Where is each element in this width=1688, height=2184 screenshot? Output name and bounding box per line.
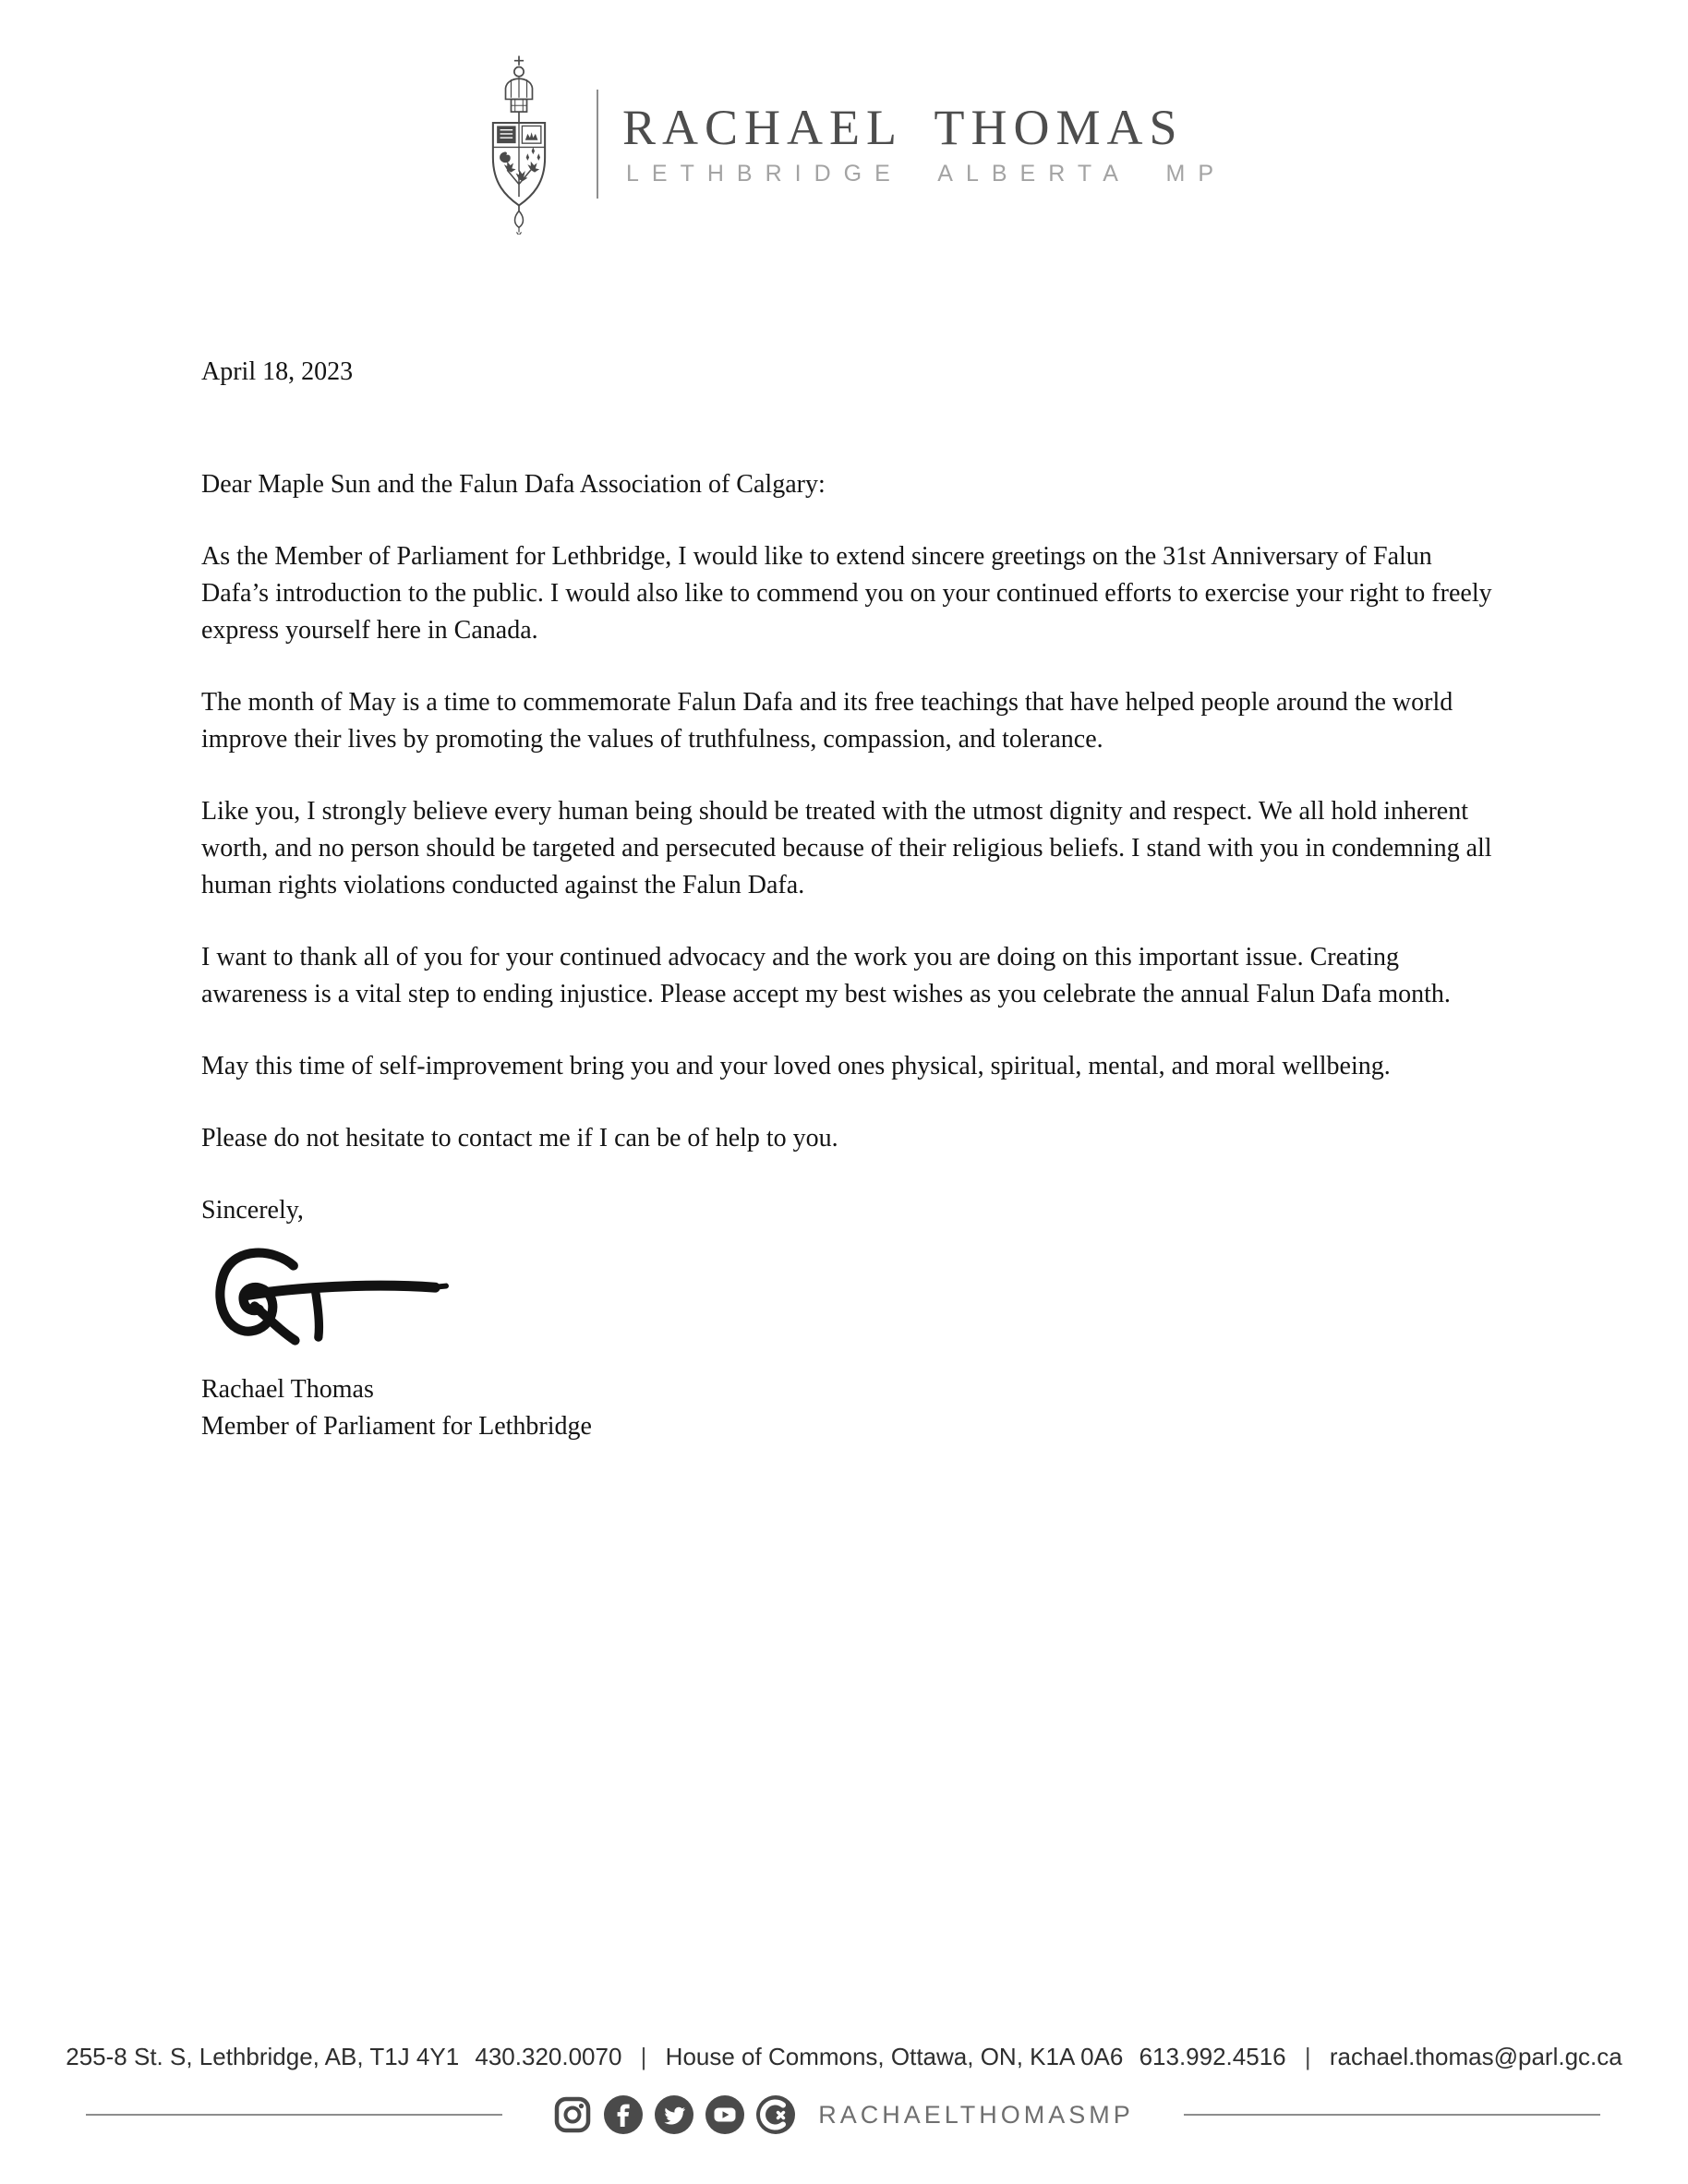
instagram-icon bbox=[552, 2094, 593, 2135]
mp-name-heading: RACHAEL THOMAS bbox=[621, 99, 1184, 155]
social-handle: RACHAELTHOMASMP bbox=[818, 2100, 1134, 2129]
letter-salutation: Dear Maple Sun and the Falun Dafa Association of Calgary: bbox=[201, 470, 826, 499]
twitter-icon bbox=[654, 2094, 694, 2135]
letter-date: April 18, 2023 bbox=[201, 357, 354, 386]
letter-paragraph: Like you, I strongly believe every human being should be treated with the utmost dignity and respect. We all hold inherent worth, and no person should be targeted and persecuted because of their religious beliefs. I stand with you in condemning all human rights violations conducted against the Falun Dafa. bbox=[201, 797, 1492, 899]
letter-paragraph: May this time of self-improvement bring you and your loved ones physical, spiritual, mental, and moral wellbeing. bbox=[201, 1052, 1391, 1080]
letter-paragraph: The month of May is a time to commemorate Falun Dafa and its free teachings that have helped people around the world improve their lives by promoting the values of truthfulness, compassion, and tolerance. bbox=[201, 688, 1453, 754]
footer-rule-left bbox=[86, 2114, 502, 2116]
footer-separator: | bbox=[1304, 2043, 1311, 2070]
commons-phone: 613.992.4516 bbox=[1139, 2043, 1286, 2070]
office-address: 255-8 St. S, Lethbridge, AB, T1J 4Y1 bbox=[66, 2043, 460, 2070]
footer-social-bar bbox=[86, 2094, 1600, 2135]
signer-title: Member of Parliament for Lethbridge bbox=[201, 1412, 592, 1441]
facebook-icon bbox=[603, 2094, 644, 2135]
social-icons bbox=[552, 2094, 796, 2135]
social-c-icon bbox=[755, 2094, 796, 2135]
house-of-commons-crest-icon bbox=[462, 54, 576, 235]
letter-closing: Sincerely, bbox=[201, 1196, 304, 1225]
footer-separator: | bbox=[640, 2043, 647, 2070]
header-divider bbox=[597, 90, 598, 199]
commons-address: House of Commons, Ottawa, ON, K1A 0A6 bbox=[665, 2043, 1124, 2070]
footer-rule-right bbox=[1184, 2114, 1600, 2116]
letter-paragraph: I want to thank all of you for your continued advocacy and the work you are doing on this important issue. Creating awareness is a vital step to ending injustice. Please accept my best wishes as you celebrate the annual Falun Dafa month. bbox=[201, 943, 1451, 1008]
letterhead bbox=[0, 54, 1688, 235]
signer-name: Rachael Thomas bbox=[201, 1375, 374, 1404]
handwritten-rt-signature-icon bbox=[194, 1244, 471, 1353]
letter-paragraph: As the Member of Parliament for Lethbridge, I would like to extend sincere greetings on the 31st Anniversary of Falun Dafa’s introduction to the public. I would also like to commend you on your continued efforts to exercise your right to freely express yourself here in Canada. bbox=[201, 542, 1492, 645]
mp-riding-subtitle: LETHBRIDGE ALBERTA MP bbox=[625, 161, 1226, 187]
youtube-icon bbox=[705, 2094, 745, 2135]
letter-paragraph: Please do not hesitate to contact me if I can be of help to you. bbox=[201, 1124, 838, 1152]
header-text bbox=[622, 101, 1226, 187]
letter-body bbox=[201, 354, 1496, 1445]
footer-contact-line bbox=[0, 2043, 1688, 2071]
email-address: rachael.thomas@parl.gc.ca bbox=[1329, 2043, 1622, 2070]
office-phone: 430.320.0070 bbox=[475, 2043, 622, 2070]
